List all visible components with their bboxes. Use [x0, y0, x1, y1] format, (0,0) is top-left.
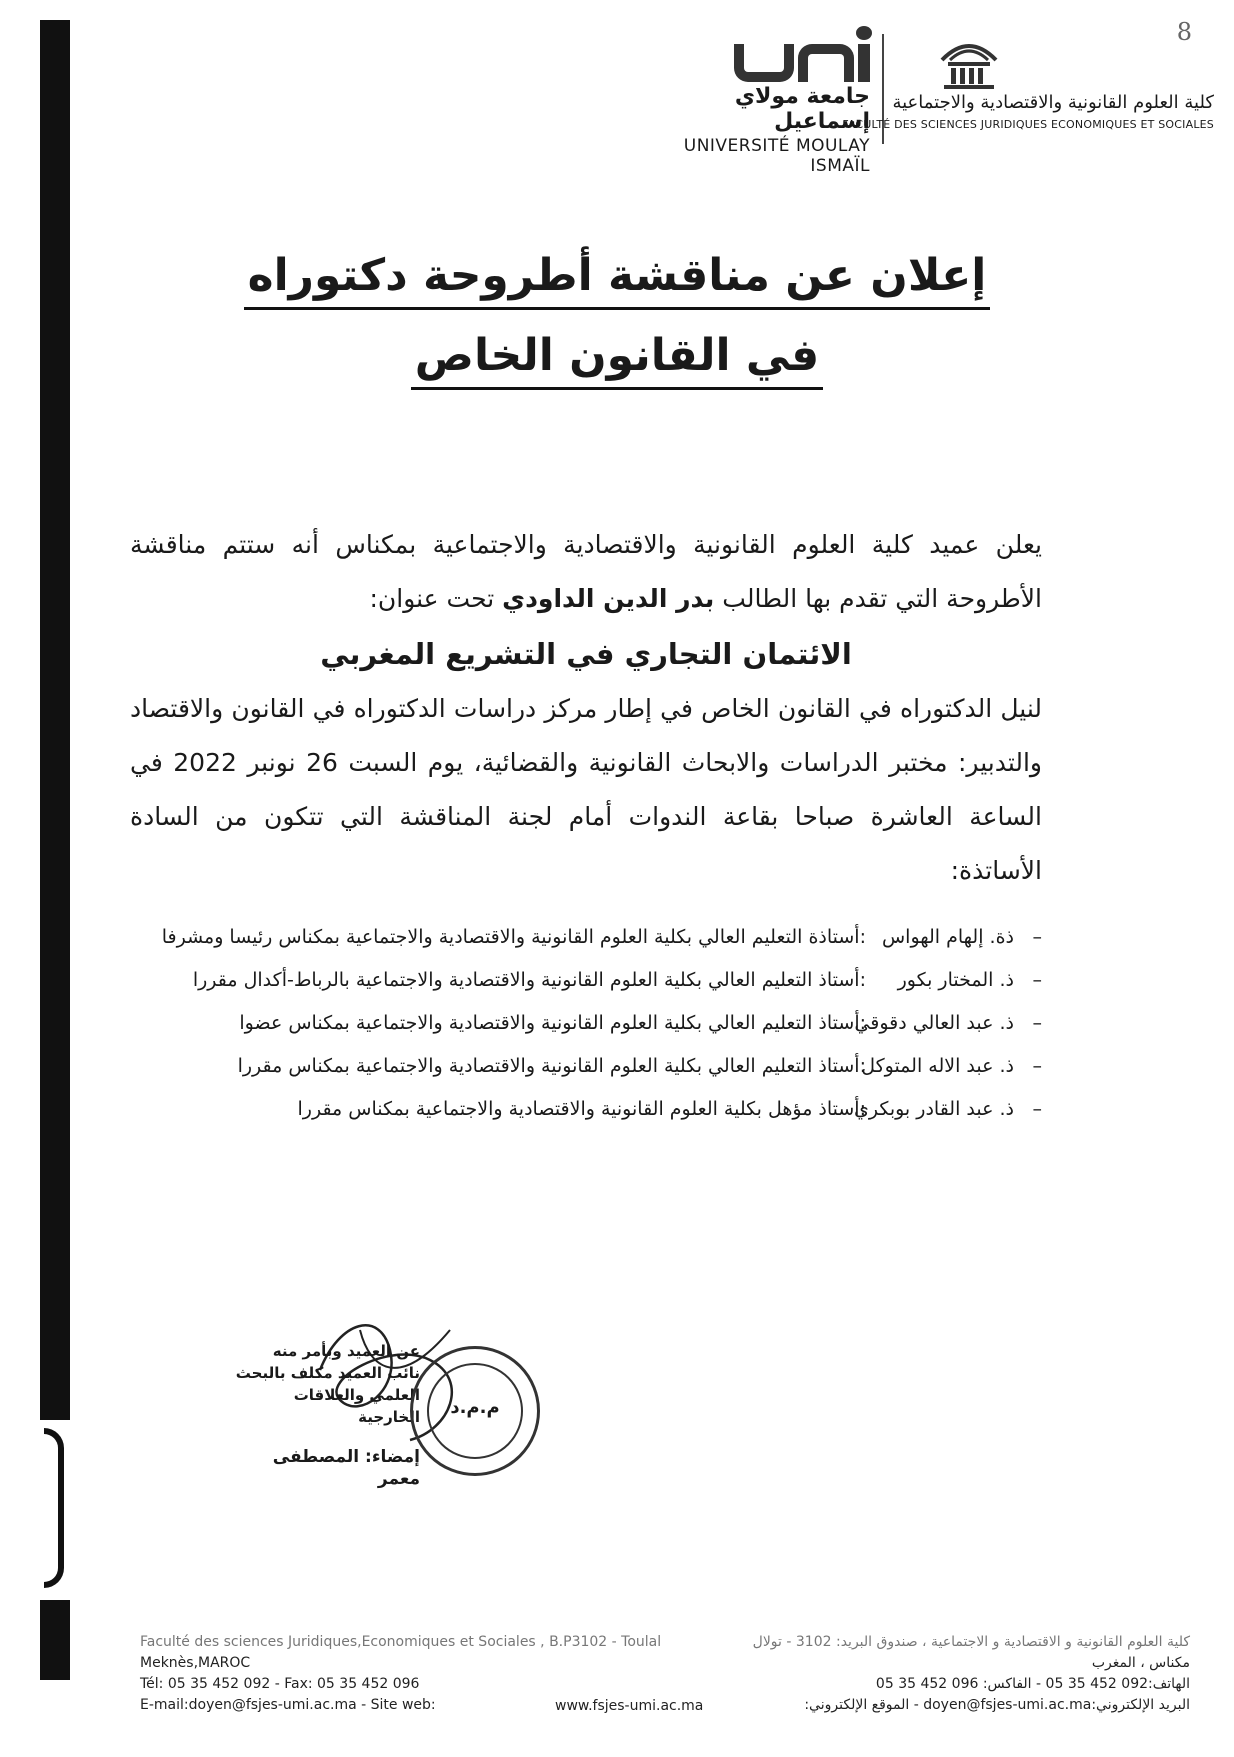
faculty-name-ar: كلية العلوم القانونية والاقتصادية والاجتماعية	[892, 92, 1214, 113]
page-footer	[140, 1632, 1190, 1752]
member-name: ذ. عبد الاله المتوكل	[861, 1055, 1014, 1077]
university-block	[640, 30, 870, 176]
intro-paragraph: يعلن عميد كلية العلوم القانونية والاقتصادية والاجتماعية بمكناس أنه ستتم مناقشة الأطروحة التي تقدم بها الطالب بدر الدين الداودي تحت عنوان:	[130, 530, 1042, 613]
university-name-ar: جامعة مولاي إسماعيل	[734, 84, 870, 134]
page-mark: 8	[1176, 18, 1192, 46]
margin-bar-notch	[40, 1420, 70, 1600]
member-name: ذ. المختار بكور	[897, 969, 1014, 991]
committee-member: – ذ. عبد الاله المتوكل :أستاذ التعليم العالي بكلية العلوم القانونية والاقتصادية والاجتماعية بمكناس مقررا	[120, 1055, 1042, 1098]
committee-member: – ذ. المختار بكور :أستاذ التعليم العالي بكلية العلوم القانونية والاقتصادية والاجتماعية بالرباط-أكدال مقررا	[120, 969, 1042, 1012]
footer-fr: Faculté des sciences Juridiques,Economiques et Sociales , B.P3102 - Toulal Meknès,MAROC Tél: 05 35 452 092 - Fax: 05 35 452 096 E-mail:doyen@fsjes-umi.ac.ma - Site web:	[140, 1634, 662, 1713]
letterhead	[620, 30, 1214, 176]
announcement-subtitle: في القانون الخاص	[0, 330, 1234, 381]
faculty-logo-icon	[934, 30, 1004, 90]
committee-list	[120, 926, 1042, 1141]
university-name-fr: UNIVERSITÉ MOULAY ISMAÏL	[683, 136, 870, 176]
signature-caption: عن العميد وبأمر منه نائب العميد مكلف بالبحث العلمي والعلاقات الخارجية إمضاء: المصطفى معمر	[230, 1340, 420, 1490]
footer-ar: كلية العلوم القانونية و الاقتصادية و الاجتماعية ، صندوق البريد: 3102 - تولال مكناس ، المغرب الهاتف:092 452 35 05 - الفاكس: 096 452 35 05 البريد الإلكتروني:doyen@fsjes-umi.ac.ma - الموقع الإلكتروني:	[752, 1634, 1190, 1713]
member-role: :أستاذ التعليم العالي بكلية العلوم القانونية والاقتصادية والاجتماعية بمكناس عضوا	[239, 1012, 866, 1034]
committee-member: – ذ. عبد العالي دقوقي :أستاذ التعليم العالي بكلية العلوم القانونية والاقتصادية والاجتماعية بمكناس عضوا	[120, 1012, 1042, 1055]
footer-website-link[interactable]: www.fsjes-umi.ac.ma	[555, 1698, 704, 1714]
member-name: ذ. عبد القادر بوبكري	[853, 1098, 1014, 1120]
member-name: ذة. إلهام الهواس	[881, 926, 1014, 948]
official-stamp-icon: م.م.د	[410, 1346, 540, 1476]
signatory-name: إمضاء: المصطفى معمر	[272, 1447, 420, 1489]
member-role: :أستاذ مؤهل بكلية العلوم القانونية والاقتصادية والاجتماعية بمكناس مقررا	[297, 1098, 866, 1120]
member-role: :أستاذة التعليم العالي بكلية العلوم القانونية والاقتصادية والاجتماعية بمكناس رئيسا ومشرفا	[161, 926, 866, 948]
committee-member: – ذ. عبد القادر بوبكري :أستاذ مؤهل بكلية العلوم القانونية والاقتصادية والاجتماعية بمكناس مقررا	[120, 1098, 1042, 1141]
student-name: بدر الدين الداودي	[502, 584, 715, 613]
announcement-body	[130, 518, 1042, 898]
member-name: ذ. عبد العالي دقوقي	[854, 1012, 1014, 1034]
member-role: :أستاذ التعليم العالي بكلية العلوم القانونية والاقتصادية والاجتماعية بالرباط-أكدال مقررا	[192, 969, 866, 991]
thesis-title: الائتمان التجاري في التشريع المغربي	[320, 637, 852, 671]
details-paragraph: لنيل الدكتوراه في القانون الخاص في إطار مركز دراسات الدكتوراه في القانون والاقتصاد والتدبير: مختبر الدراسات والابحاث القانونية والقضائية، يوم السبت 26 نونبر 2022 في الساعة العاشرة صباحا بقاعة الندوات أمام لجنة المناقشة التي تتكون من السادة الأساتذة:	[130, 694, 1042, 885]
umi-logo-icon	[640, 30, 870, 82]
committee-member: – ذة. إلهام الهواس :أستاذة التعليم العالي بكلية العلوم القانونية والاقتصادية والاجتماعية بمكناس رئيسا ومشرفا	[120, 926, 1042, 969]
member-role: :أستاذ التعليم العالي بكلية العلوم القانونية والاقتصادية والاجتماعية بمكناس مقررا	[237, 1055, 866, 1077]
faculty-name-fr: FACULTÉ DES SCIENCES JURIDIQUES ECONOMIQUES ET SOCIALES	[842, 118, 1214, 131]
announcement-title: إعلان عن مناقشة أطروحة دكتوراه	[0, 250, 1234, 301]
signature-block	[230, 1340, 560, 1490]
